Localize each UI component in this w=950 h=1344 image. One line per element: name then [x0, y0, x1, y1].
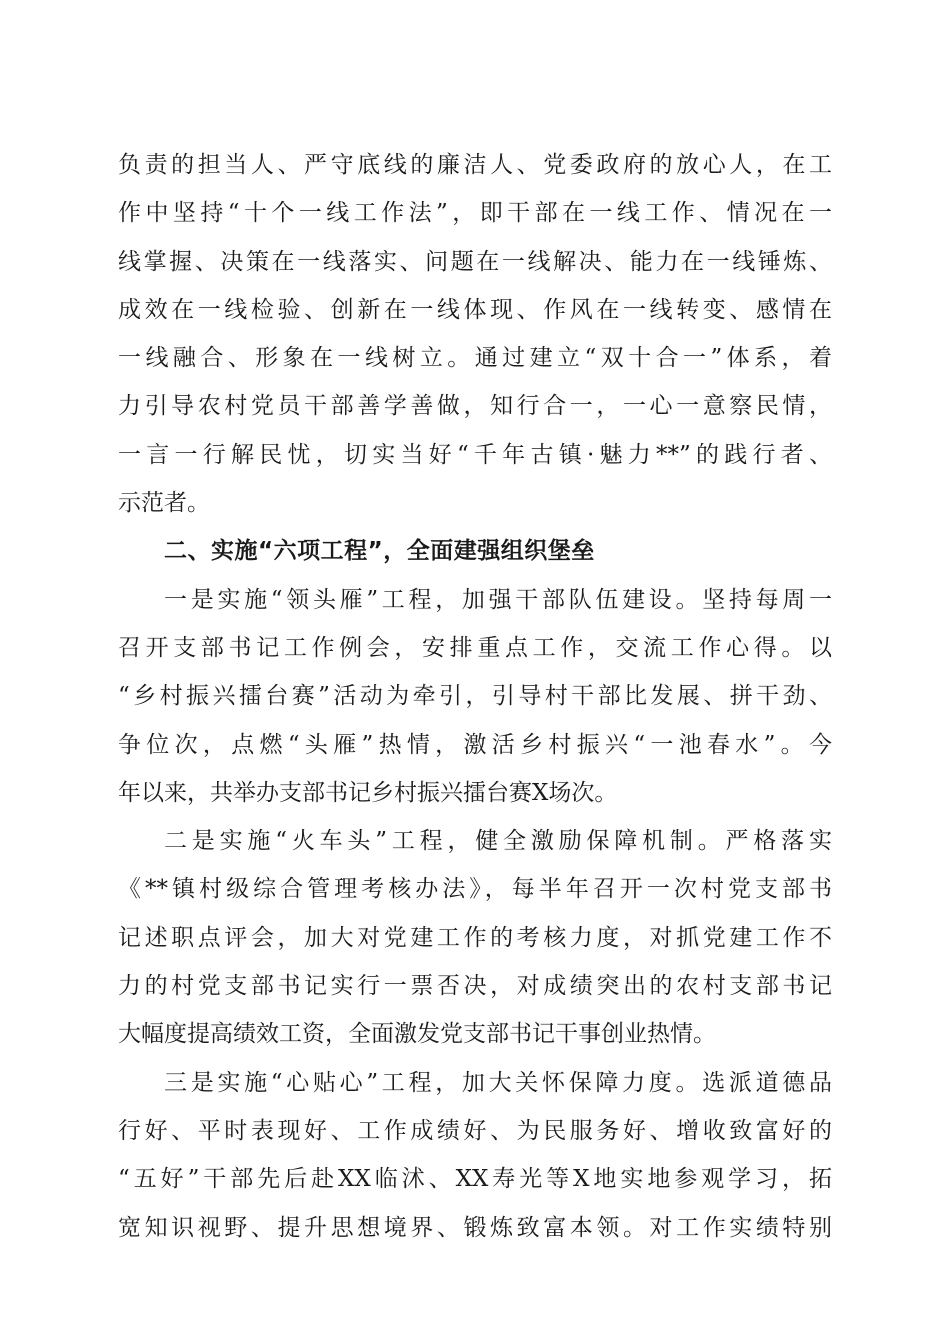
text-line: 行好、平时表现好、工作成绩好、为民服务好、增收致富好的 — [118, 1117, 832, 1144]
section-heading: 二、实施“六项工程”，全面建强组织堡垒 — [164, 538, 595, 565]
text-line: 大幅度提高绩效工资，全面激发党支部书记干事创业热情。 — [118, 1021, 716, 1048]
text-line: 年以来，共举办支部书记乡村振兴擂台赛X场次。 — [118, 779, 618, 806]
text-line: 负责的担当人、严守底线的廉洁人、党委政府的放心人，在工 — [118, 152, 832, 178]
text-line: 记述职点评会，加大对党建工作的考核力度，对抓党建工作不 — [118, 924, 832, 951]
text-line: “乡村振兴擂台赛”活动为牵引，引导村干部比发展、拼干劲、 — [118, 683, 832, 710]
paragraph-first-line: 一是实施“领头雁”工程，加强干部队伍建设。坚持每周一 — [164, 586, 832, 613]
text-line: 《**镇村级综合管理考核办法》，每半年召开一次村党支部书 — [118, 876, 832, 903]
text-line: 力引导农村党员干部善学善做，知行合一，一心一意察民情， — [118, 393, 832, 420]
text-line: 线掌握、决策在一线落实、问题在一线解决、能力在一线锤炼、 — [118, 248, 832, 275]
text-line: “五好”干部先后赴XX临沭、XX寿光等X地实地参观学习，拓 — [118, 1166, 832, 1193]
text-line: 示范者。 — [118, 490, 210, 517]
text-line: 一言一行解民忧，切实当好“千年古镇·魅力**”的践行者、 — [118, 441, 832, 468]
text-line: 作中坚持“十个一线工作法”，即干部在一线工作、情况在一 — [118, 200, 832, 227]
document-body — [118, 141, 832, 1252]
text-line: 力的村党支部书记实行一票否决，对成绩突出的农村支部书记 — [118, 973, 832, 1000]
text-line: 争位次，点燃“头雁”热情，激活乡村振兴“一池春水”。今 — [118, 731, 832, 758]
paragraph-first-line: 三是实施“心贴心”工程，加大关怀保障力度。选派道德品 — [164, 1069, 832, 1096]
paragraph-first-line: 二是实施“火车头”工程，健全激励保障机制。严格落实 — [164, 828, 832, 855]
text-line: 宽知识视野、提升思想境界、锻炼致富本领。对工作实绩特别 — [118, 1214, 832, 1241]
text-line: 成效在一线检验、创新在一线体现、作风在一线转变、感情在 — [118, 296, 832, 323]
text-line: 一线融合、形象在一线树立。通过建立“双十合一”体系，着 — [118, 345, 832, 372]
text-line: 召开支部书记工作例会，安排重点工作，交流工作心得。以 — [118, 634, 832, 661]
